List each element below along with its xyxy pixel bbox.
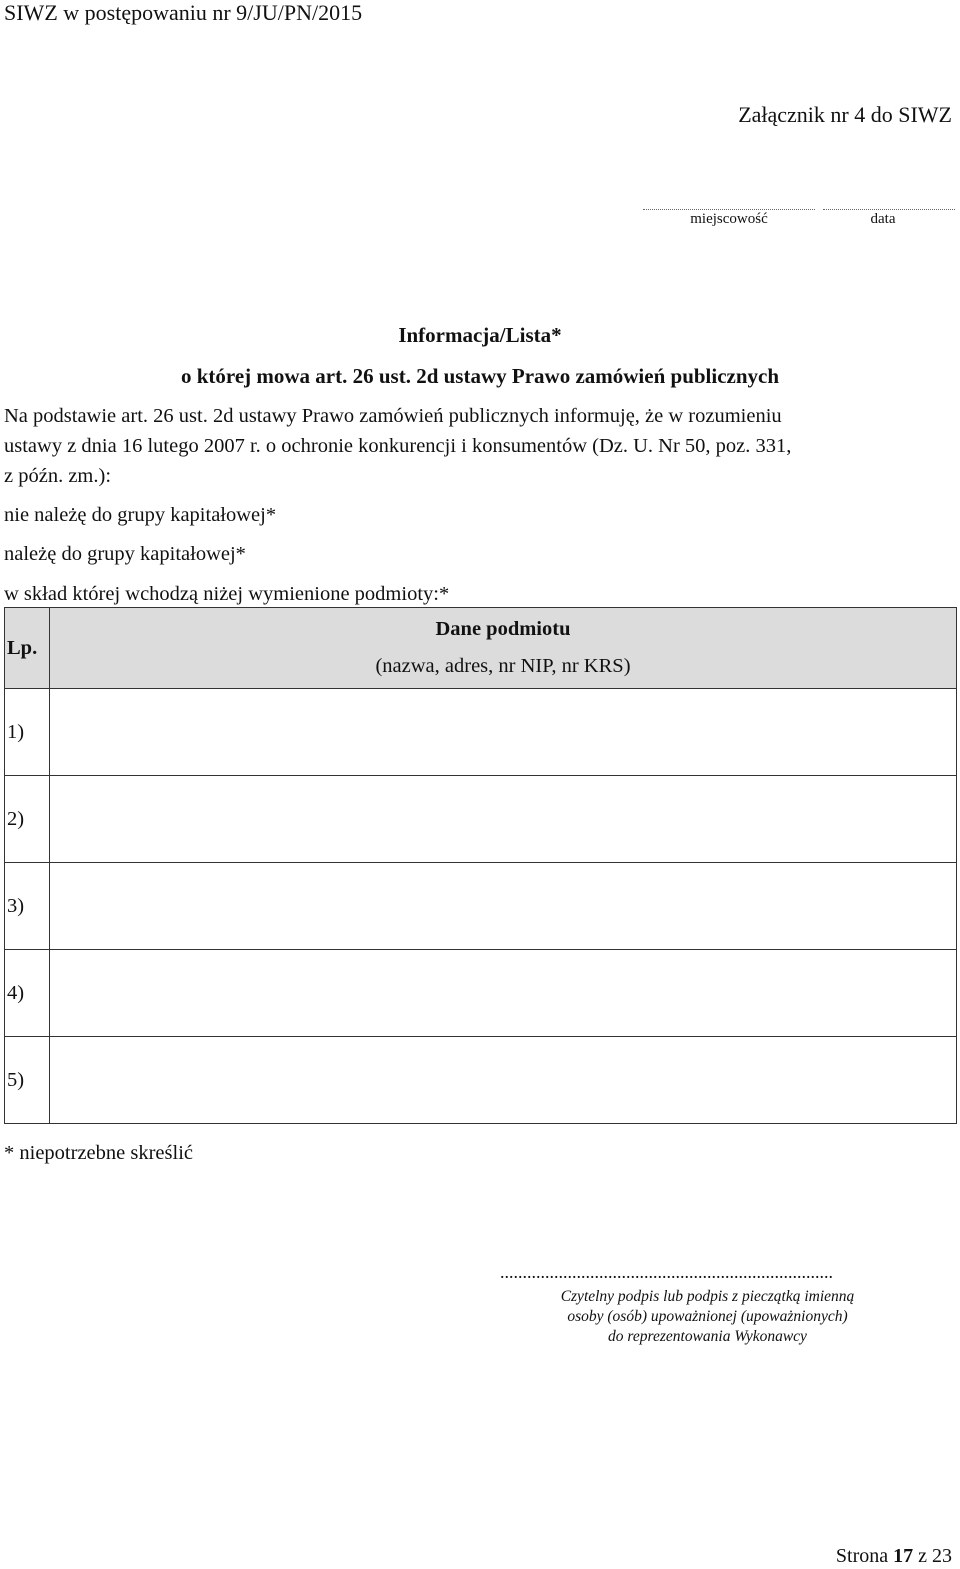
table-row [5,950,957,1037]
footnote: * niepotrzebne skreślić [4,1142,193,1164]
document-title: Informacja/Lista* [398,323,562,347]
column-header-data [50,608,957,689]
entity-data-cell[interactable] [50,1037,957,1124]
entity-data-cell[interactable] [50,689,957,776]
table-header-row [5,608,957,689]
signature-caption-line-1: Czytelny podpis lub podpis z pieczątką imienną [560,1288,855,1305]
intro-line-2: ustawy z dnia 16 lutego 2007 r. o ochronie konkurencji i konsumentów (Dz. U. Nr 50, poz. 331, [4,435,792,457]
entity-data-cell[interactable] [50,950,957,1037]
composition-text: w skład której wchodzą niżej wymienione podmioty:* [4,583,450,605]
entity-data-cell[interactable] [50,863,957,950]
signature-caption-line-3: do reprezentowania Wykonawcy [608,1328,807,1345]
signature-caption [500,1287,915,1347]
row-number: 5) [5,1037,50,1124]
date-dotted-line [823,209,955,210]
row-number: 1) [5,689,50,776]
entity-data-cell[interactable] [50,776,957,863]
page-prefix: Strona [835,1545,889,1567]
document-subtitle: o której mowa art. 26 ust. 2d ustawy Prawo zamówień publicznych [180,364,780,388]
annex-label: Załącznik nr 4 do SIWZ [738,102,952,127]
place-label: miejscowość [690,211,768,227]
total-pages: 23 [932,1545,952,1567]
entities-table [4,607,957,1124]
row-number: 3) [5,863,50,950]
place-dotted-line [643,209,815,210]
signature-caption-line-2: osoby (osób) upoważnionej (upoważnionych) [567,1308,848,1325]
row-number: 2) [5,776,50,863]
date-label: data [870,211,896,227]
intro-line-3: z późn. zm.): [4,465,112,487]
intro-line-1: Na podstawie art. 26 ust. 2d ustawy Prawo zamówień publicznych informuję, że w rozumieniu [4,405,782,427]
table-row [5,776,957,863]
column-header-data-title: Dane podmiotu [435,618,571,640]
option-not-member: nie należę do grupy kapitałowej* [4,504,277,526]
table-row [5,863,957,950]
page-number [836,1545,952,1568]
current-page: 17 [893,1545,914,1567]
page-of: z [918,1545,927,1567]
table-row [5,1037,957,1124]
row-number: 4) [5,950,50,1037]
column-header-data-subtitle: (nazwa, adres, nr NIP, nr KRS) [375,655,631,677]
signature-dotted-line: .......................................................................... [500,1262,833,1282]
document-header-title: SIWZ w postępowaniu nr 9/JU/PN/2015 [4,0,363,25]
column-header-lp: Lp. [5,608,50,689]
option-member: należę do grupy kapitałowej* [4,543,246,565]
table-row [5,689,957,776]
